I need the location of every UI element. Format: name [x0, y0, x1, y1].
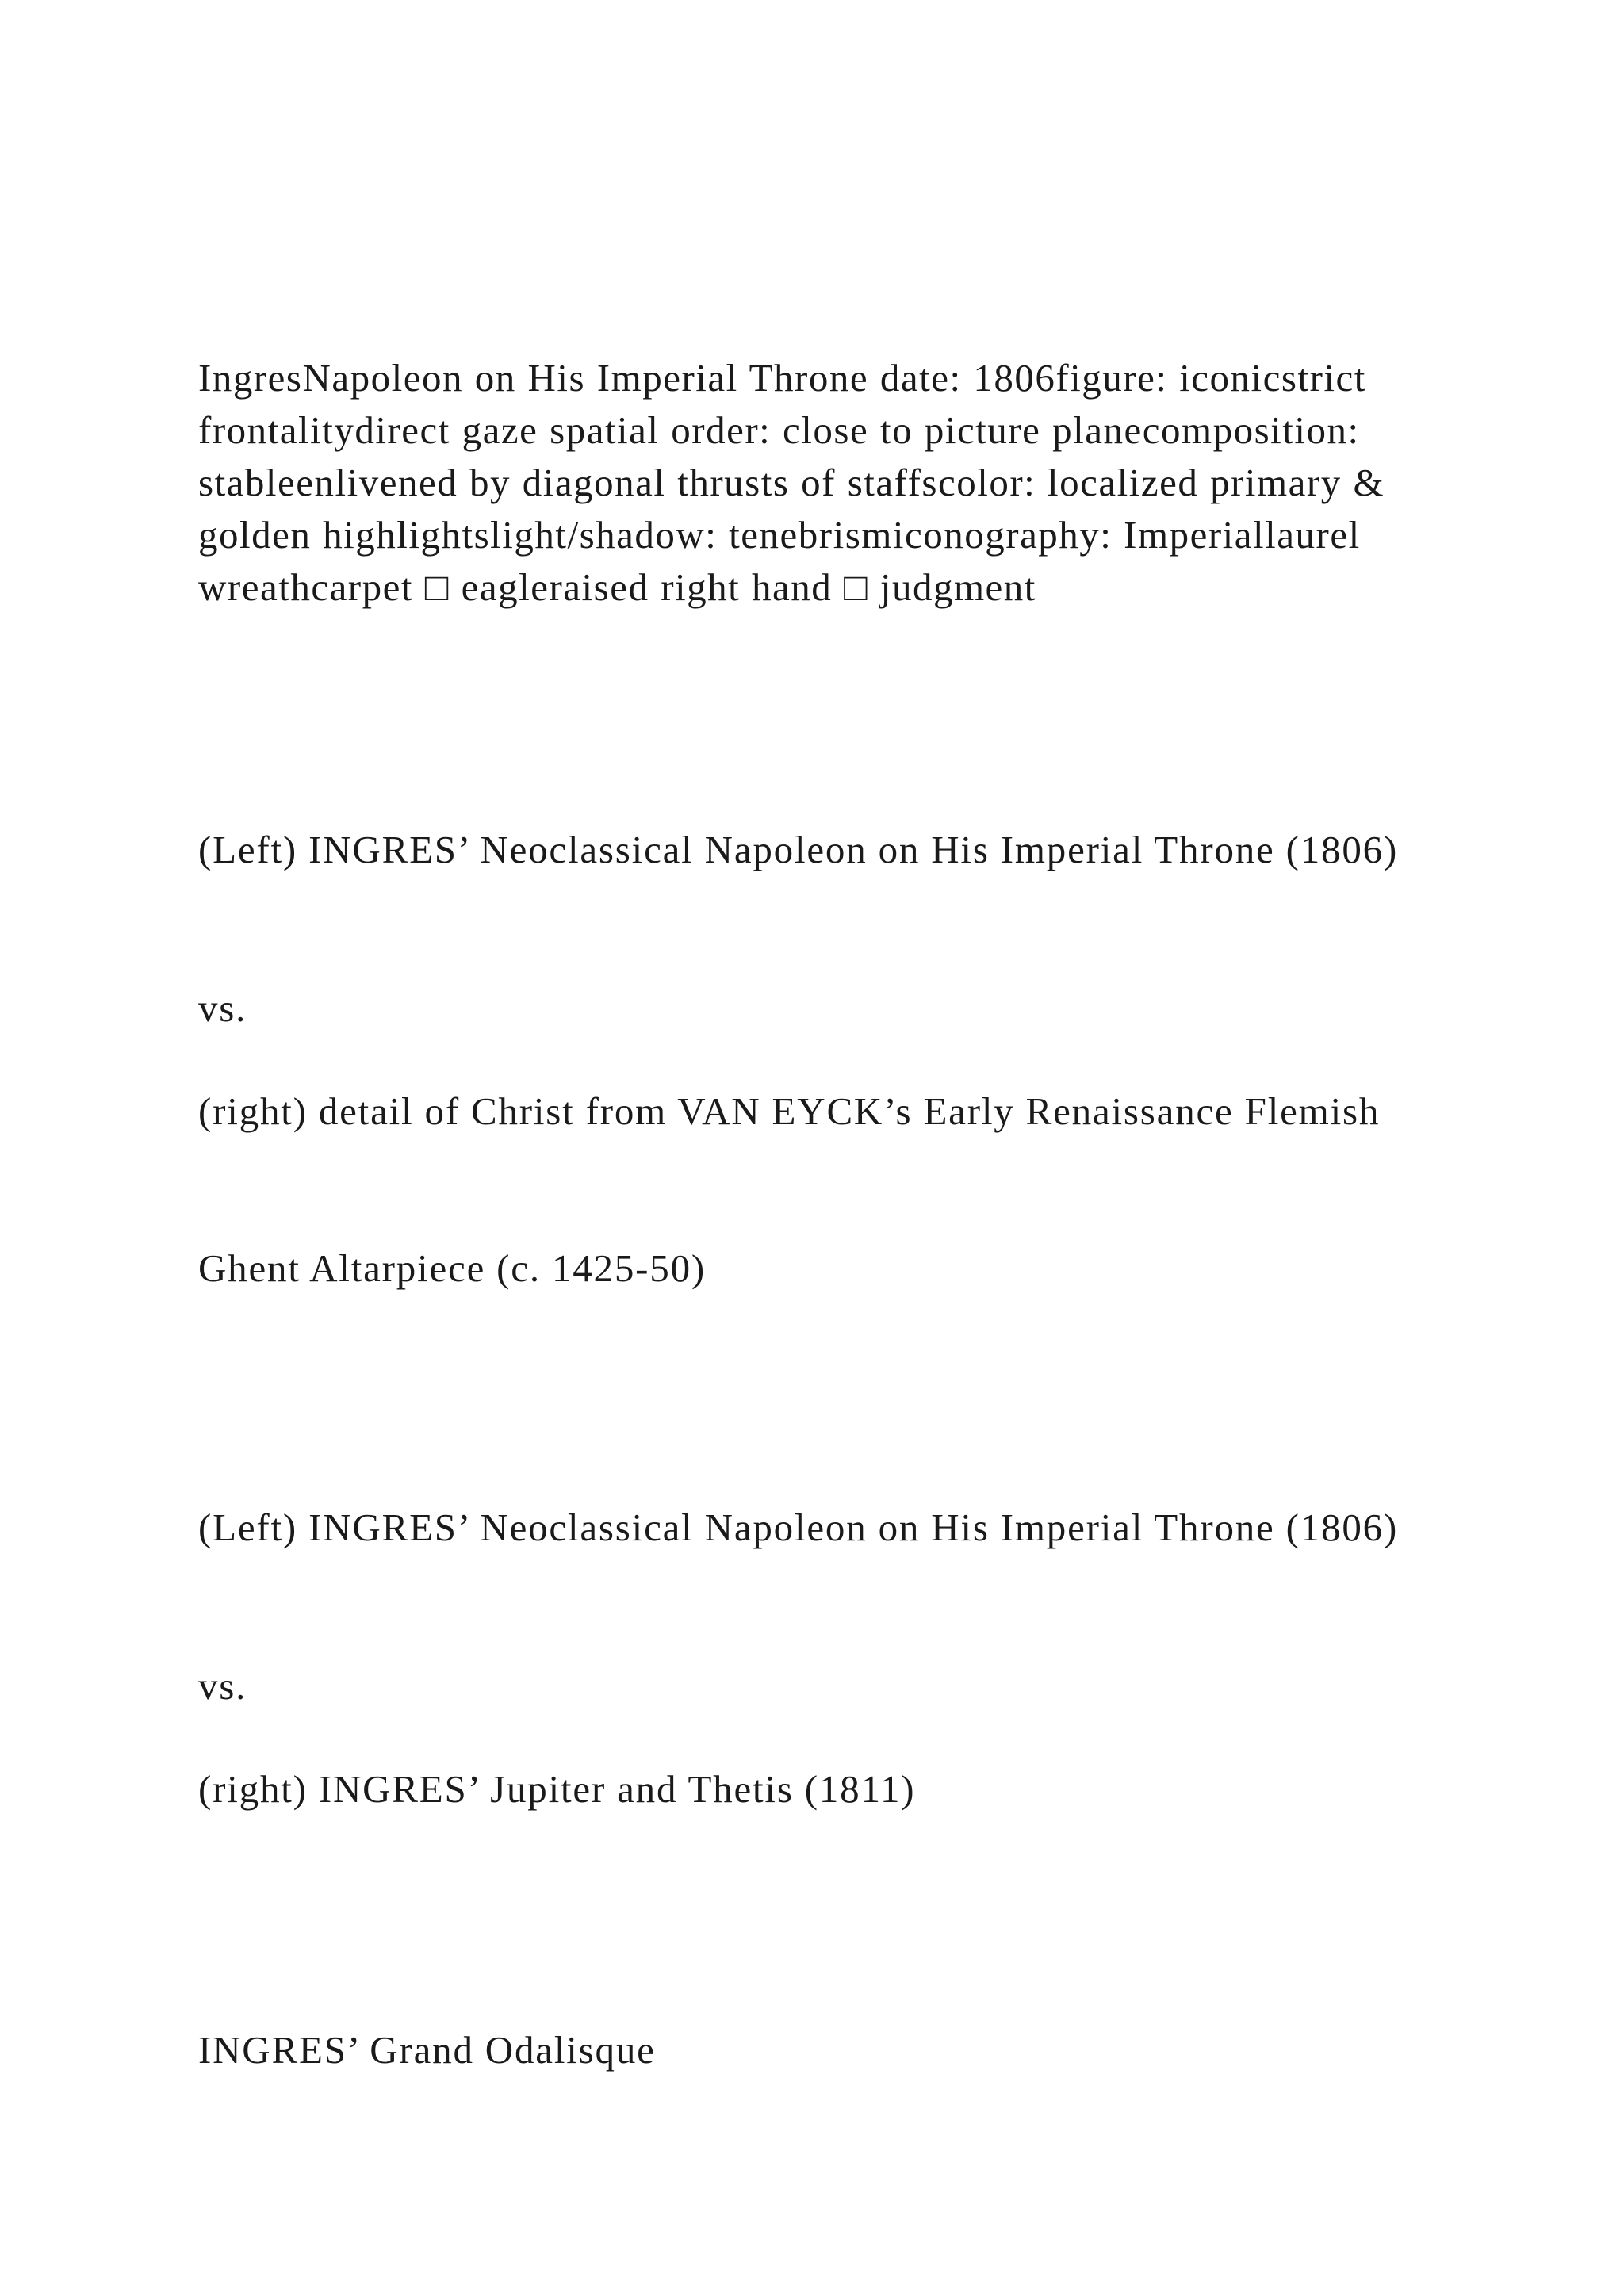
final-heading: INGRES’ Grand Odalisque [198, 2028, 656, 2072]
comparison-1-right-continued: Ghent Altarpiece (c. 1425-50) [198, 1246, 706, 1290]
intro-paragraph: IngresNapoleon on His Imperial Throne date: 1806figure: iconicstrict frontalitydirect gaze spatial order: close to picture planecomposition: stableenlivened by diagonal thrusts of staffscolor: localized primary & golden highlightslight/shadow: tenebrismiconography: Imperiallaurel wreathcarpet □ eagleraised right hand □ judgment [198, 356, 1385, 609]
comparison-1-left: (Left) INGRES’ Neoclassical Napoleon on His Imperial Throne (1806) [198, 828, 1399, 871]
comparison-2-left: (Left) INGRES’ Neoclassical Napoleon on His Imperial Throne (1806) [198, 1506, 1399, 1549]
comparison-2-right: (right) INGRES’ Jupiter and Thetis (1811) [198, 1767, 916, 1811]
comparison-1-vs: vs. [198, 986, 247, 1030]
comparison-2-vs: vs. [198, 1664, 247, 1708]
comparison-1-right: (right) detail of Christ from VAN EYCK’s Early Renaissance Flemish [198, 1089, 1381, 1133]
